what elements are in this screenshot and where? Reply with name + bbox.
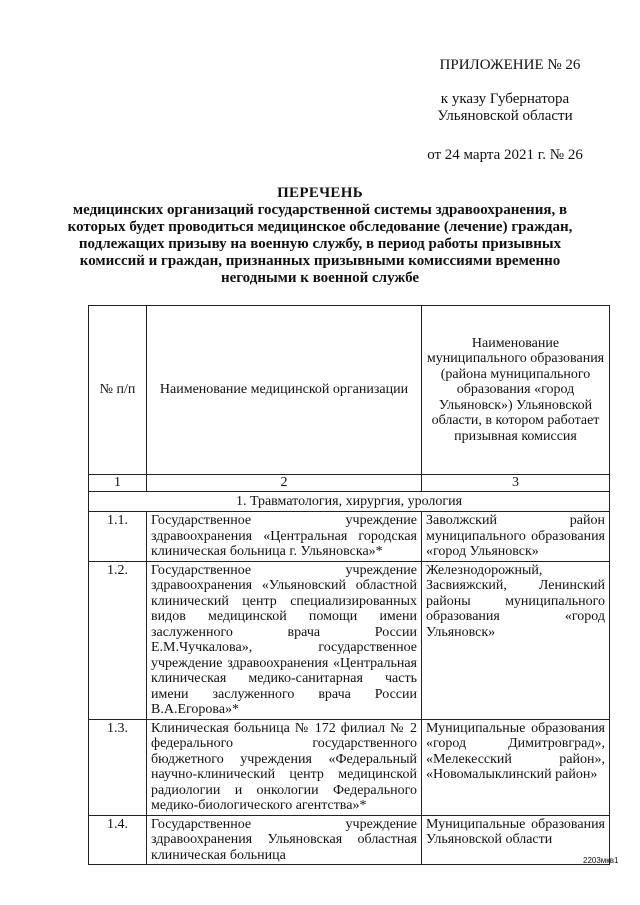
table-row (89, 815, 610, 865)
row-number: 1.1. (89, 512, 147, 562)
section-row (89, 491, 610, 512)
document-subtitle: медицинских организаций государственной системы здравоохранения, в которых будет проводиться медицинское обследование (лечение) граждан, подлежащих призыву на военную службу, в период работы призывных комиссий и граждан, признанных призывными комиссиями временно негодными к военной службе (67, 202, 573, 286)
header-municipality: Наименование муниципального образования (района муниципального образования «город Ульяновск») Ульяновской области, в котором работает призывная комиссия (422, 306, 610, 475)
decree-reference-line-2: Ульяновской области (437, 108, 573, 124)
appendix-title: ПРИЛОЖЕНИЕ № 26 (439, 57, 581, 73)
organization-name: Государственное учреждение здравоохранения «Ульяновский областной клинический центр специализированных видов медицинской помощи имени заслуженного врача России Е.М.Чучкалова», государственное учреждение здравоохранения «Центральная клиническая медико-санитарная часть имени заслуженного врача России В.А.Егорова»* (147, 561, 422, 719)
decree-date: от 24 марта 2021 г. № 26 (427, 147, 583, 163)
section-heading: 1. Травматология, хирургия, урология (89, 491, 610, 512)
municipality-name: Железнодорожный, Засвияжский, Ленинский районы муниципального образования «город Ульяновск» (422, 561, 610, 719)
organization-name: Клиническая больница № 172 филиал № 2 федерального государственного бюджетного учреждения «Федеральный научно-клинический центр медицинской радиологии и онкологии Федерального медико-биологического агентства»* (147, 719, 422, 815)
table-header-row (89, 306, 610, 475)
column-number: 2 (147, 475, 422, 492)
organizations-table (88, 305, 610, 865)
header-organization: Наименование медицинской организации (147, 306, 422, 475)
row-number: 1.4. (89, 815, 147, 865)
municipality-name: Муниципальные образования Ульяновской области (422, 815, 610, 865)
municipality-name: Муниципальные образования «город Димитровград», «Мелекесский район», «Новомалыклинский район» (422, 719, 610, 815)
footer-document-code: 2203мкв1 (583, 856, 619, 865)
organization-name: Государственное учреждение здравоохранения Ульяновская областная клиническая больница (147, 815, 422, 865)
header-num: № п/п (89, 306, 147, 475)
row-number: 1.3. (89, 719, 147, 815)
column-number-row (89, 475, 610, 492)
decree-reference-line-1: к указу Губернатора (440, 91, 570, 107)
document-title: ПЕРЕЧЕНЬ (277, 185, 363, 201)
column-number: 1 (89, 475, 147, 492)
row-number: 1.2. (89, 561, 147, 719)
organization-name: Государственное учреждение здравоохранения «Центральная городская клиническая больница г. Ульяновска»* (147, 512, 422, 562)
table-row (89, 719, 610, 815)
table-row (89, 561, 610, 719)
column-number: 3 (422, 475, 610, 492)
table-row (89, 512, 610, 562)
municipality-name: Заволжский район муниципального образования «город Ульяновск» (422, 512, 610, 562)
